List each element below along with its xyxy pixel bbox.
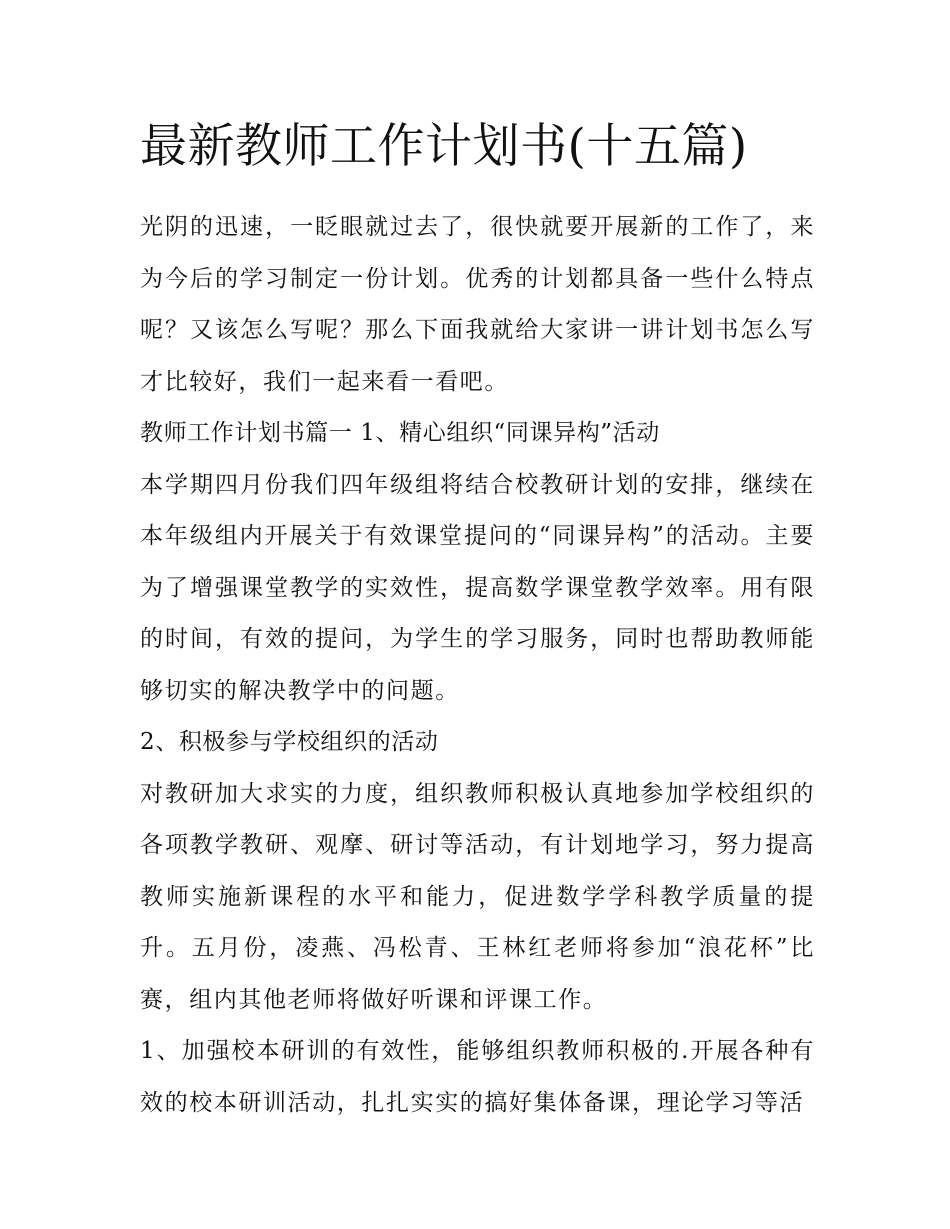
document-title: 最新教师工作计划书(十五篇) [140, 119, 748, 174]
item-body-paragraph-continued: 1、加强校本研训的有效性，能够组织教师积极的.开展各种有效的校本研训活动，扎扎实实的搞好集体备课，理论学习等活 [140, 1038, 815, 1116]
item-heading: 2、积极参与学校组织的活动 [140, 729, 439, 755]
section-body-paragraph: 本学期四月份我们四年级组将结合校教研计划的安排，继续在本年级组内开展关于有效课堂提问的“同课异构”的活动。主要为了增强课堂教学的实效性，提高数学课堂教学效率。用有限的时间，有效的提问，为学生的学习服务，同时也帮助教师能够切实的解决教学中的问题。 [140, 471, 815, 704]
item-body-paragraph: 对教研加大求实的力度，组织教师积极认真地参加学校组织的各项教学教研、观摩、研讨等活动，有计划地学习，努力提高教师实施新课程的水平和能力，促进数学学科教学质量的提升。五月份，凌燕、冯松青、王林红老师将参加“浪花杯”比赛，组内其他老师将做好听课和评课工作。 [140, 780, 815, 1013]
intro-paragraph: 光阴的迅速，一眨眼就过去了，很快就要开展新的工作了，来为今后的学习制定一份计划。优秀的计划都具备一些什么特点呢？又该怎么写呢？那么下面我就给大家讲一讲计划书怎么写才比较好，我们一起来看一看吧。 [140, 214, 815, 395]
section-heading: 教师工作计划书篇一 1、精心组织“同课异构”活动 [140, 420, 660, 446]
document-page [140, 112, 815, 1129]
